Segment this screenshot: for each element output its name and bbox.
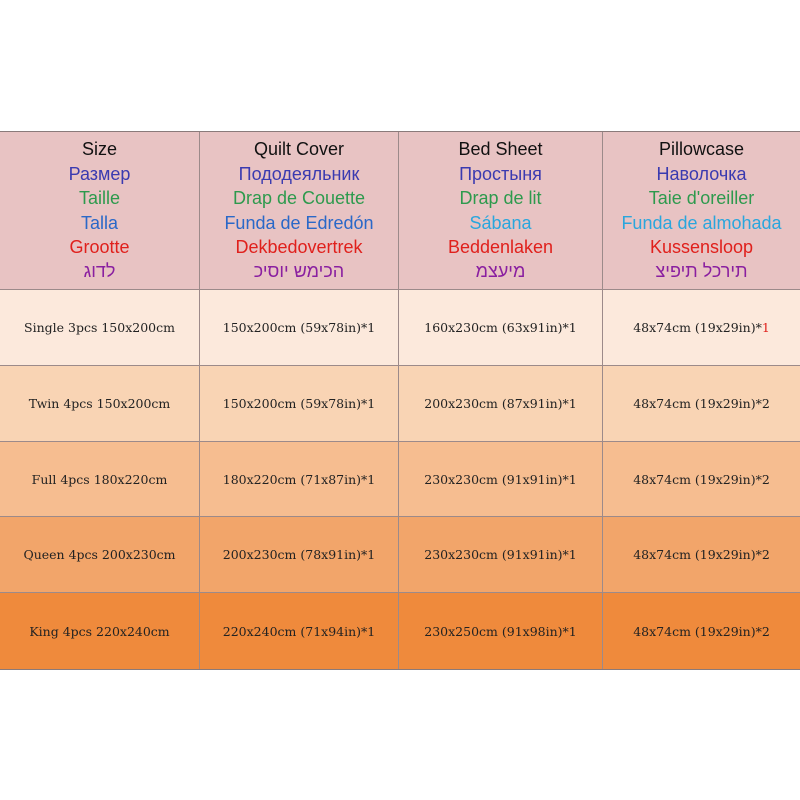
- cell-size-twin: Twin 4pcs 150x200cm: [0, 366, 200, 442]
- header-quilt-fr: Drap de Couette: [232, 188, 366, 209]
- header-bed-sheet: [399, 132, 603, 290]
- pillow-spec: 48x74cm (19x29in)*: [633, 396, 762, 411]
- header-size-en: Size: [81, 139, 117, 160]
- header-sheet-es: Sábana: [469, 212, 532, 233]
- pillow-qty: 2: [761, 396, 770, 411]
- header-sheet-fr: Drap de lit: [459, 188, 542, 209]
- header-pillowcase: [603, 132, 800, 290]
- cell-size-king: King 4pcs 220x240cm: [0, 593, 200, 669]
- header-size-he: לדוג: [83, 261, 116, 282]
- cell-sheet-king: 230x250cm (91x98in)*1: [399, 593, 603, 669]
- pillow-qty: 2: [761, 623, 770, 639]
- header-quilt-he: הכימש יוסיכ: [253, 261, 345, 282]
- header-sheet-en: Bed Sheet: [458, 139, 543, 160]
- pillow-qty: 2: [761, 547, 770, 562]
- pillow-qty: 2: [761, 471, 770, 487]
- size-chart-table: [0, 131, 800, 670]
- header-sheet-ru: Простыня: [459, 163, 542, 184]
- cell-size-single: Single 3pcs 150x200cm: [0, 290, 200, 366]
- header-size-nl: Grootte: [69, 236, 130, 257]
- cell-sheet-queen: 230x230cm (91x91in)*1: [399, 517, 603, 593]
- cell-quilt-twin: 150x200cm (59x78in)*1: [200, 366, 399, 442]
- cell-pillow-king: [603, 593, 800, 669]
- header-pillow-he: תירכל תיפיצ: [655, 261, 748, 282]
- header-quilt-ru: Пододеяльник: [238, 163, 360, 184]
- cell-pillow-single: [603, 290, 800, 366]
- cell-sheet-full: 230x230cm (91x91in)*1: [399, 442, 603, 517]
- pillow-spec: 48x74cm (19x29in)*: [633, 471, 762, 487]
- cell-quilt-king: 220x240cm (71x94in)*1: [200, 593, 399, 669]
- header-quilt-nl: Dekbedovertrek: [235, 236, 363, 257]
- cell-size-full: Full 4pcs 180x220cm: [0, 442, 200, 517]
- header-size-fr: Taille: [78, 188, 121, 209]
- header-sheet-nl: Beddenlaken: [447, 236, 554, 257]
- header-quilt-cover: [200, 132, 399, 290]
- header-quilt-en: Quilt Cover: [253, 139, 345, 160]
- pillow-spec: 48x74cm (19x29in)*: [633, 547, 762, 562]
- cell-quilt-single: 150x200cm (59x78in)*1: [200, 290, 399, 366]
- cell-sheet-twin: 200x230cm (87x91in)*1: [399, 366, 603, 442]
- cell-quilt-queen: 200x230cm (78x91in)*1: [200, 517, 399, 593]
- header-sheet-he: מיעצמ: [475, 261, 526, 282]
- header-pillow-fr: Taie d'oreiller: [648, 188, 755, 209]
- header-pillow-es: Funda de almohada: [621, 212, 782, 233]
- cell-sheet-single: 160x230cm (63x91in)*1: [399, 290, 603, 366]
- header-size: [0, 132, 200, 290]
- cell-size-queen: Queen 4pcs 200x230cm: [0, 517, 200, 593]
- cell-quilt-full: 180x220cm (71x87in)*1: [200, 442, 399, 517]
- cell-pillow-twin: [603, 366, 800, 442]
- cell-pillow-full: [603, 442, 800, 517]
- pillow-qty: 1: [761, 320, 770, 335]
- header-pillow-en: Pillowcase: [658, 139, 745, 160]
- header-size-es: Talla: [80, 212, 119, 233]
- header-size-ru: Размер: [68, 163, 131, 184]
- header-pillow-nl: Kussensloop: [649, 236, 754, 257]
- header-pillow-ru: Наволочка: [656, 163, 747, 184]
- header-quilt-es: Funda de Edredón: [224, 212, 374, 233]
- pillow-spec: 48x74cm (19x29in)*: [633, 623, 762, 639]
- cell-pillow-queen: [603, 517, 800, 593]
- pillow-spec: 48x74cm (19x29in)*: [633, 320, 762, 335]
